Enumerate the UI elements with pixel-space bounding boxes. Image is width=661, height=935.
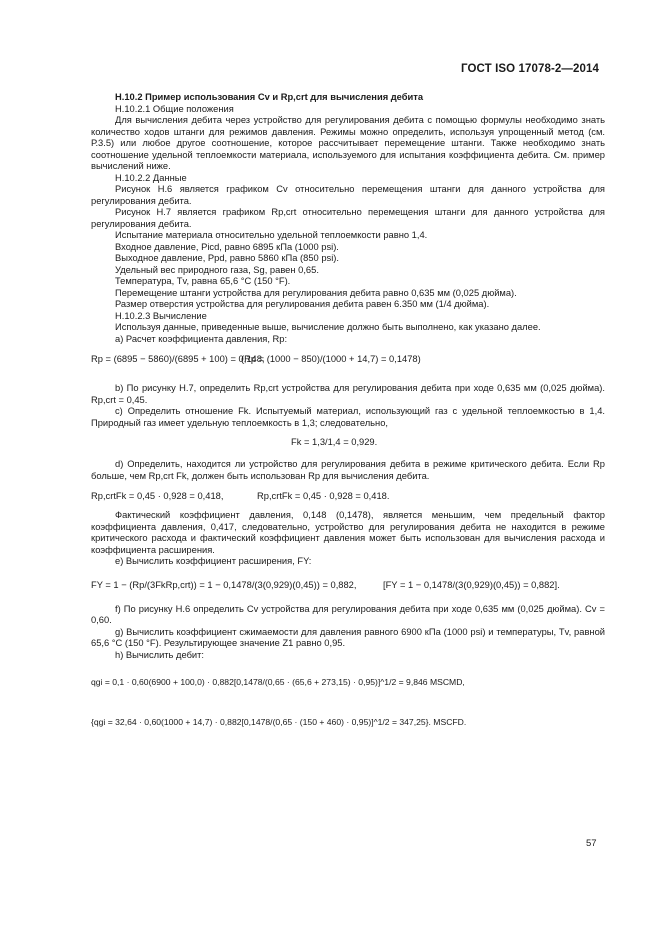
paragraph: Используя данные, приведенные выше, вычисление должно быть выполнено, как указано далее. [115,322,541,332]
paragraph: Фактический коэффициент давления, 0,148 (0,1478), является меньшим, чем предельный фактор коэффициента давления, 0,417, следовательно, устройство для регулирования дебита не находится в режиме критического расхода и фактический коэффициент давления может быть использован для вычисления расхода и коэффициента расширения. [91,510,605,555]
equation-c [91,429,605,459]
subsection-heading: Н.10.2.3 Вычисление [115,310,207,321]
equation-a-left: Rp = (6895 − 5860)/(6895 + 100) = 0,148, [91,354,265,364]
step-e: е) Вычислить коэффициент расширения, FY: [115,556,312,566]
equation-d-left: Rp,crtFk = 0,45 · 0,928 = 0,418, [91,491,224,501]
paragraph: Входное давление, Picd, равно 6895 кПа (1000 psi). [115,241,339,252]
paragraph: Испытание материала относительно удельной теплоемкости равно 1,4. [115,230,428,240]
paragraph: Температура, Tv, равна 65,6 °С (150 °F). [115,276,291,286]
step-d: d) Определить, находится ли устройство для регулирования дебита в режиме критического дебита. Если Rp больше, чем Rp,crt Fk, должен быть использован Rp для вычисления дебита. [91,459,605,481]
equation-h1 [91,661,605,703]
equation-e [91,568,605,604]
equation-e-right: [FY = 1 − 0,1478/(3(0,929)(0,45)) = 0,882]. [383,579,560,590]
paragraph: Рисунок Н.6 является графиком Cv относительно перемещения штанги для данного устройства для регулирования дебита. [91,184,605,206]
paragraph: Удельный вес природного газа, Sg, равен 0,65. [115,264,319,275]
subsection-heading: Н.10.2.1 Общие положения [115,103,234,114]
step-a: а) Расчет коэффициента давления, Rp: [115,333,288,344]
paragraph: Выходное давление, Ppd, равно 5860 кПа (850 psi). [115,253,339,263]
equation-h1-text: qgi = 0,1 · 0,60(6900 + 100,0) · 0,882[0,1478/(0,65 · (65,6 + 273,15) · 0,95)]^1/2 = 9,846 MSCMD, [91,677,465,687]
equation-d-right: Rp,crtFk = 0,45 · 0,928 = 0,418. [257,491,390,501]
equation-h2-text: {qgi = 32,64 · 0,60(1000 + 14,7) · 0,882[0,1478/(0,65 · (150 + 460) · 0,95)]^1/2 = 347,25}. MSCFD. [91,717,467,727]
step-c: с) Определить отношение Fk. Испытуемый материал, использующий газ с удельной теплоемкостью в 1,4. Природный газ имеет удельную теплоемкость в 1,3; следовательно, [91,406,605,428]
page-body [91,92,605,743]
paragraph: Рисунок Н.7 является графиком Rp,crt относительно перемещения штанги для данного устройства для регулирования дебита. [91,207,605,229]
step-h: h) Вычислить дебит: [115,649,205,660]
equation-e-left: FY = 1 − (Rp/(3FkRp,crt)) = 1 − 0,1478/(3(0,929)(0,45)) = 0,882, [91,579,357,590]
paragraph: Перемещение штанги устройства для регулирования дебита равно 0,635 мм (0,025 дюйма). [115,287,517,298]
paragraph: Для вычисления дебита через устройство для регулирования дебита с помощью формулы необходимо знать количество ходов штанги для режимов давления. Режимы можно определить, используя упрощенный метод (см. Р.3.5) или любое другое соотношение, которое рассчитывает перемещение штанги. Также необходимо знать соотношение удельной теплоемкости материала, используемого для испытания коэффициента дебита. См. пример вычислений ниже. [91,115,605,171]
equation-a-right: (Rp = (1000 − 850)/(1000 + 14,7) = 0,1478) [241,354,421,364]
equation-h2 [91,703,605,743]
step-g: g) Вычислить коэффициент сжимаемости для давления равного 6900 кПа (1000 psi) и температуры, Tv, равной 65,6 °С (150 °F). Результирующее значение Z1 равно 0,95. [91,626,605,648]
document-header: ГОСТ ISO 17078-2—2014 [461,63,599,75]
page-number: 57 [586,838,597,849]
paragraph: Размер отверстия устройства для регулирования дебита равен 6.350 мм (1/4 дюйма). [115,299,490,309]
section-title: Н.10.2 Пример использования Cv и Rp,crt для вычисления дебита [115,92,424,102]
step-b: b) По рисунку Н.7, определить Rp,crt устройства для регулирования дебита при ходе 0,635 мм (0,025 дюйма). Rp,crt = 0,45. [91,383,605,405]
equation-c-text: Fk = 1,3/1,4 = 0,929. [291,437,378,447]
equation-a [91,349,605,383]
equation-d [91,482,605,510]
step-f: f) По рисунку Н.6 определить Cv устройства для регулирования дебита при ходе 0,635 мм (0,025 дюйма). Cv = 0,60. [91,603,605,625]
subsection-heading: Н.10.2.2 Данные [115,172,187,183]
